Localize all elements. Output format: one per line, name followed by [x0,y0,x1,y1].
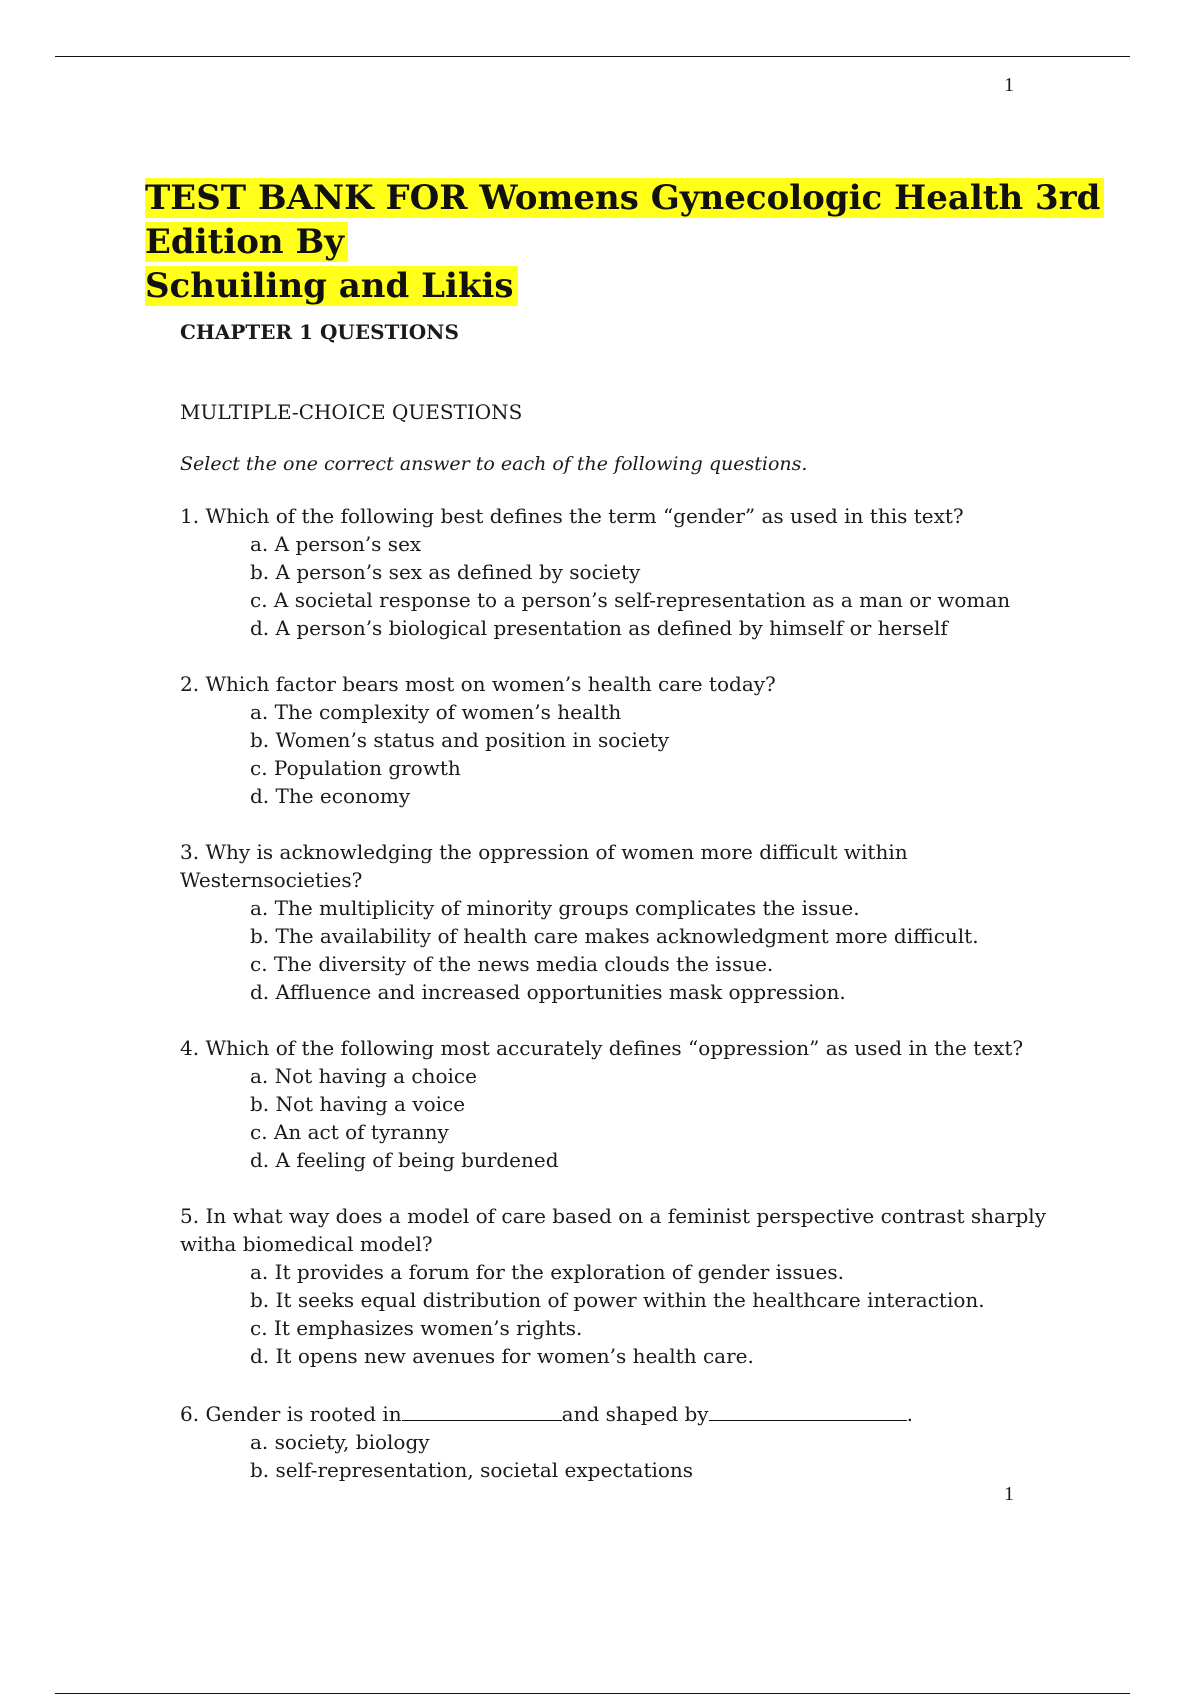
answer-options [180,1428,1080,1484]
option-a: a. The complexity of women’s health [250,700,622,724]
section-heading: MULTIPLE-CHOICE QUESTIONS [180,400,523,424]
title-highlight-line2: Schuiling and Likis [145,266,518,306]
option-d: d. Affluence and increased opportunities mask oppression. [250,980,846,1004]
option-b: b. Not having a voice [250,1092,466,1116]
question-3 [180,838,1080,1006]
option-a: a. Not having a choice [250,1064,477,1088]
top-rule [55,56,1130,57]
option-b: b. self-representation, societal expectations [250,1458,694,1482]
option-d: d. A feeling of being burdened [250,1148,559,1172]
option-a: a. It provides a forum for the exploration of gender issues. [250,1260,844,1284]
bottom-rule [55,1693,1130,1694]
question-stem [180,1202,1080,1258]
option-a: a. A person’s sex [250,532,422,556]
question-1 [180,502,1080,642]
option-d: d. It opens new avenues for women’s health care. [250,1344,754,1368]
question-stem: 2. Which factor bears most on women’s health care today? [180,672,776,696]
chapter-heading: CHAPTER 1 QUESTIONS [180,320,459,344]
option-d: d. A person’s biological presentation as defined by himself or herself [250,616,948,640]
option-d: d. The economy [250,784,411,808]
question-stem: 1. Which of the following best defines the term “gender” as used in this text? [180,504,964,528]
answer-options [180,894,1080,1006]
document-title [145,176,1195,308]
option-c: c. An act of tyranny [250,1120,449,1144]
question-5 [180,1202,1080,1370]
option-c: c. Population growth [250,756,461,780]
option-c: c. It emphasizes women’s rights. [250,1316,583,1340]
question-stem-part3: . [906,1402,913,1426]
question-4 [180,1034,1080,1174]
question-stem [180,838,1080,894]
page-number-top: 1 [1004,74,1014,96]
document-body [180,318,1080,1512]
question-stem-line2: witha biomedical model? [180,1232,433,1256]
question-6 [180,1398,1080,1484]
option-c: c. The diversity of the news media clouds the issue. [250,952,774,976]
option-b: b. A person’s sex as defined by society [250,560,641,584]
option-b: b. It seeks equal distribution of power within the healthcare interaction. [250,1288,985,1312]
answer-options [180,530,1080,642]
question-stem [180,1398,1080,1428]
answer-options [180,1258,1080,1370]
answer-options [180,698,1080,810]
option-b: b. The availability of health care makes acknowledgment more difficult. [250,924,979,948]
instructions: Select the one correct answer to each of the following questions. [180,453,808,475]
option-c: c. A societal response to a person’s self-representation as a man or woman [250,588,1011,612]
question-stem-part1: 6. Gender is rooted in [180,1402,402,1426]
fill-in-blank-2 [709,1398,907,1421]
option-a: a. The multiplicity of minority groups complicates the issue. [250,896,860,920]
question-stem: 4. Which of the following most accurately defines “oppression” as used in the text? [180,1036,1024,1060]
question-2 [180,670,1080,810]
title-highlight-line1: TEST BANK FOR Womens Gynecologic Health 3rd Edition By [145,178,1104,262]
option-a: a. society, biology [250,1430,430,1454]
question-stem-part2: and shaped by [561,1402,709,1426]
page-number-bottom: 1 [1004,1483,1014,1505]
question-stem-line1: 3. Why is acknowledging the oppression of women more difficult within [180,840,908,864]
option-b: b. Women’s status and position in society [250,728,670,752]
fill-in-blank-1 [402,1398,562,1421]
answer-options [180,1062,1080,1174]
question-stem-line2: Westernsocieties? [180,868,363,892]
question-stem-line1: 5. In what way does a model of care based on a feminist perspective contrast sharply [180,1204,1046,1228]
